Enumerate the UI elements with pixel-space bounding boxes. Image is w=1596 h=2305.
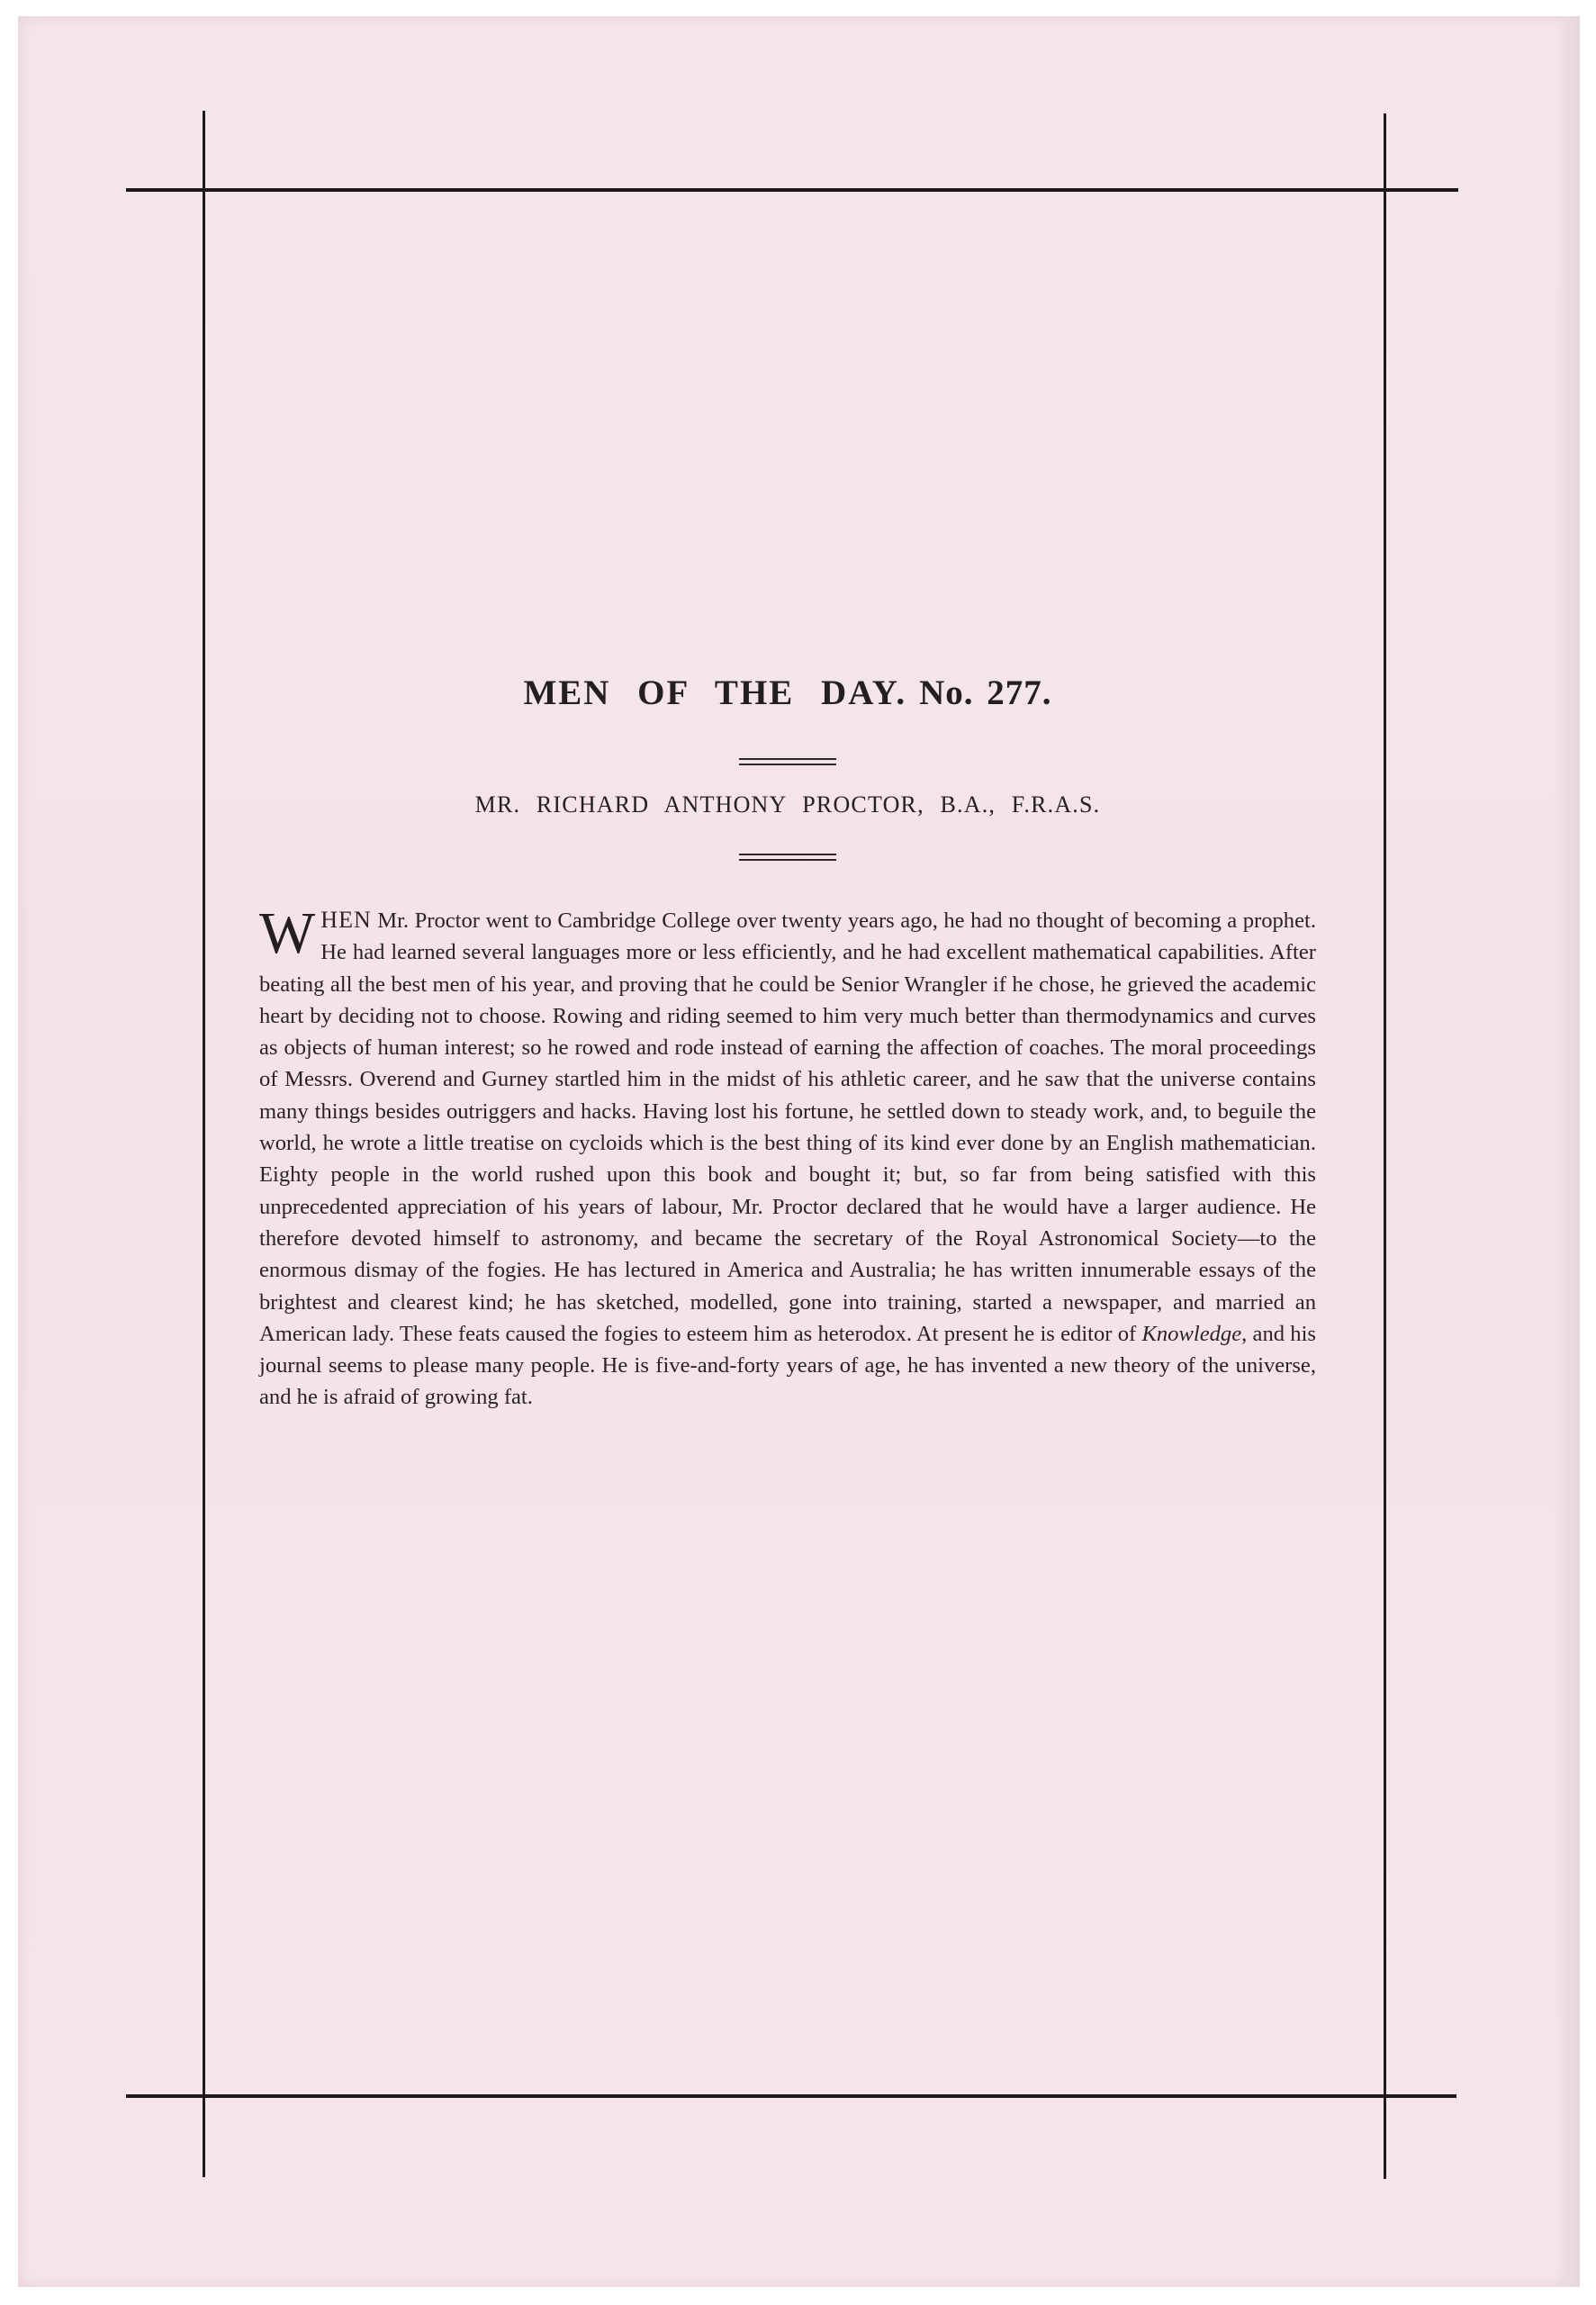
double-rule-divider xyxy=(739,854,836,861)
double-rule-divider xyxy=(739,758,836,765)
subject-name: MR. RICHARD ANTHONY PROCTOR, B.A., F.R.A.S. xyxy=(474,791,1101,818)
series-title: MEN OF THE DAY. xyxy=(523,673,907,712)
drop-cap: W xyxy=(259,900,316,966)
border-rule-left xyxy=(203,111,205,2177)
page-title xyxy=(259,666,1316,720)
article-block xyxy=(259,666,1316,1435)
paper-edge-shadow xyxy=(1555,16,1580,2287)
border-rule-bottom xyxy=(126,2094,1456,2098)
article-text-part2: , and his journal seems to please many people. He is five-and-forty years of age, he has invented a new theory of the universe, and he is afraid of growing fat. xyxy=(259,1321,1316,1410)
border-rule-right xyxy=(1384,113,1386,2179)
lead-word: HEN xyxy=(320,907,372,933)
border-rule-top xyxy=(126,188,1458,192)
journal-name: Knowledge xyxy=(1141,1321,1242,1346)
article-text-part1: Mr. Proctor went to Cambridge College over twenty years ago, he had no thought of becoming a prophet. He had learned several languages more or less efficiently, and he had excellent mathematical capabilities. After beating all the best men of his year, and proving that he could be Senior Wrangler if he chose, he grieved the academic heart by deciding not to choose. Rowing and riding seemed to him very much better than thermodynamics and curves as objects of human interest; so he rowed and rode instead of earning the affection of coaches. The moral proceedings of Messrs. Overend and Gurney startled him in the midst of his athletic career, and he saw that the universe contains many things besides outriggers and hacks. Having lost his fortune, he settled down to steady work, and, to beguile the world, he wrote a little treatise on cycloids which is the best thing of its kind ever done by an English mathematician. Eighty people in the world rushed upon this book and bought it; but, so far from being satisfied with this unprecedented appreciation of his years of labour, Mr. Proctor declared that he would have a larger audience. He therefore devoted himself to astronomy, and became the secretary of the Royal Astronomical Society—to the enormous dismay of the fogies. He has lectured in America and Australia; he has written innumerable essays of the brightest and clearest kind; he has sketched, modelled, gone into training, started a newspaper, and married an American lady. These feats caused the fogies to esteem him as heterodox. At present he is editor of xyxy=(259,908,1316,1346)
article-body xyxy=(259,900,1316,1414)
issue-number: No. 277. xyxy=(919,673,1052,712)
